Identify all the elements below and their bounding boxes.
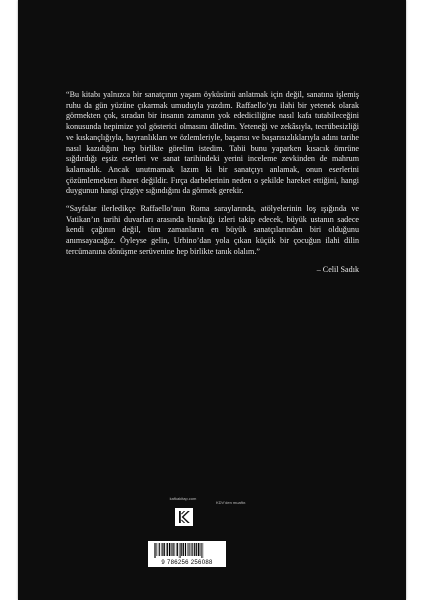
isbn-barcode	[148, 541, 226, 567]
barcode-bar	[189, 543, 190, 556]
price-note: KDV’den muaftır.	[216, 500, 247, 505]
barcode-bar	[171, 543, 172, 556]
barcode-bar	[155, 543, 156, 558]
author-signature: – Celil Sadık	[316, 264, 359, 274]
barcode-bar	[167, 543, 168, 556]
blurb-text	[66, 90, 359, 275]
barcode-bar	[203, 543, 204, 558]
blurb-paragraph-1: “Bu kitabı yalnızca bir sanatçının yaşam öyküsünü anlatmak için değil, sanatına işlemiş ruhu da gün yüzüne çıkarmak umuduyla yazdım. Raffaello’yu ilahi bir yetenek olarak görmekten çok, sıradan bir insanın zamanın yok edediciliğine nasıl kafa tutabileceğini konusunda hepimize yol gösterici olmasını diledim. Yeteneği ve zekâsıyla, tecrübesizliği ve kıskançlığıyla, hayranlıkları ve özlemleriyle, başarısı ve başarısızlıklarıyla adını tarihe nasıl kazıdığını hep birlikte görelim istedim. Tabii bunu yaparken kısacık ömrüne sığdırdığı eşsiz eserleri ve sanat tarihindeki yerini inceleme zevkinden de mahrum kalamadık. Ancak unutmamak lazım ki bir sanatçıyı anlamak, onun eserlerini çözümlemekten ibaret değildir. Fırça darbelerinin neden o şekilde hareket ettiğini, hangi duygunun hangi çizgiye sığındığını da görmek gerekir.	[66, 90, 359, 196]
publisher-url: kafkakitap.com	[169, 496, 197, 501]
barcode-bar	[172, 543, 173, 556]
barcode-bar	[166, 543, 167, 556]
barcode-bar	[180, 543, 181, 558]
barcode-bar	[183, 543, 184, 556]
barcode-bar	[169, 543, 170, 556]
barcode-bar	[158, 543, 159, 556]
barcode-bar	[188, 543, 189, 556]
barcode-bar	[159, 543, 160, 556]
blurb-paragraph-2: “Sayfalar ilerledikçe Raffaello’nun Roma saraylarında, atölyelerinin loş ışığında ve Vatikan’ın tarihi duvarları arasında bıraktığı izleri takip edecek, büyük ustanın sadece kendi çağının değil, tüm zamanların en büyük sanatçılarından biri olduğunu anımsayacağız. Öyleyse gelin, Urbino’dan yola çıkan küçük bir çocuğun ilahi dilin tercümanına dönüşme serüvenine hep birlikte tanık olalım.”	[66, 204, 359, 256]
barcode-bar	[176, 543, 177, 556]
barcode-bar	[161, 543, 162, 556]
barcode-bar	[192, 543, 193, 556]
barcode-bar	[175, 543, 176, 556]
barcode-bar	[181, 543, 182, 556]
barcode-bar	[194, 543, 195, 556]
isbn-number: 9 786256 256088	[161, 560, 213, 566]
barcode-bar	[164, 543, 165, 556]
kafka-k-logo-icon	[175, 508, 193, 526]
barcode-bar	[156, 543, 157, 556]
barcode-bars	[154, 543, 220, 558]
barcode-bar	[200, 543, 201, 556]
barcode-bar	[196, 543, 197, 556]
barcode-bar	[198, 543, 199, 556]
barcode-bar	[179, 543, 180, 558]
barcode-bar	[177, 543, 178, 556]
barcode-bar	[162, 543, 163, 556]
barcode-bar	[185, 543, 186, 556]
barcode-bar	[154, 543, 155, 558]
barcode-bar	[187, 543, 188, 556]
barcode-bar	[201, 543, 202, 558]
barcode-bar	[191, 543, 192, 556]
